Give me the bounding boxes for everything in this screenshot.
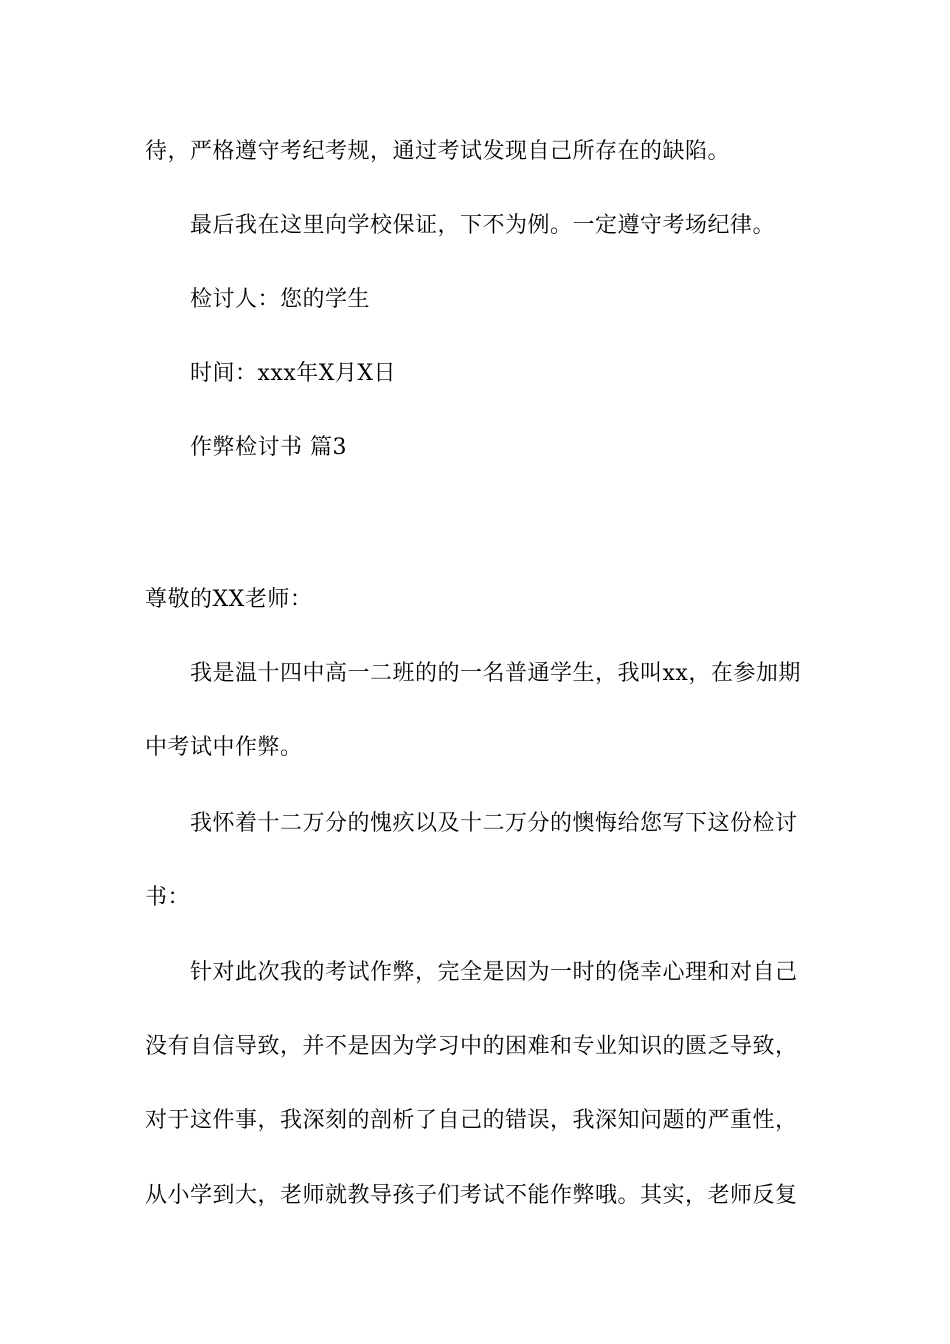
text-line: 中考试中作弊。 <box>145 735 303 760</box>
text-line: 没有自信导致，并不是因为学习中的困难和专业知识的匮乏导致， <box>145 1034 798 1059</box>
text-line: 我怀着十二万分的愧疚以及十二万分的懊悔给您写下这份检讨 <box>190 811 798 836</box>
text-line: 待，严格遵守考纪考规，通过考试发现自己所存在的缺陷。 <box>145 139 731 164</box>
text-line: 最后我在这里向学校保证，下不为例。一定遵守考场纪律。 <box>190 213 776 238</box>
text-line: 针对此次我的考试作弊，完全是因为一时的侥幸心理和对自己 <box>190 960 798 985</box>
salutation: 尊敬的XX老师： <box>145 587 313 612</box>
text-line: 书： <box>145 885 191 910</box>
text-line: 我是温十四中高一二班的的一名普通学生，我叫xx，在参加期 <box>190 661 801 686</box>
section-heading: 作弊检讨书 篇3 <box>190 435 347 460</box>
text-line: 对于这件事，我深刻的剖析了自己的错误，我深知问题的严重性， <box>145 1108 798 1133</box>
text-line: 从小学到大，老师就教导孩子们考试不能作弊哦。其实，老师反复 <box>145 1183 798 1208</box>
date-line: 时间：xxx年X月X日 <box>190 361 397 386</box>
signature-line: 检讨人：您的学生 <box>190 287 371 312</box>
